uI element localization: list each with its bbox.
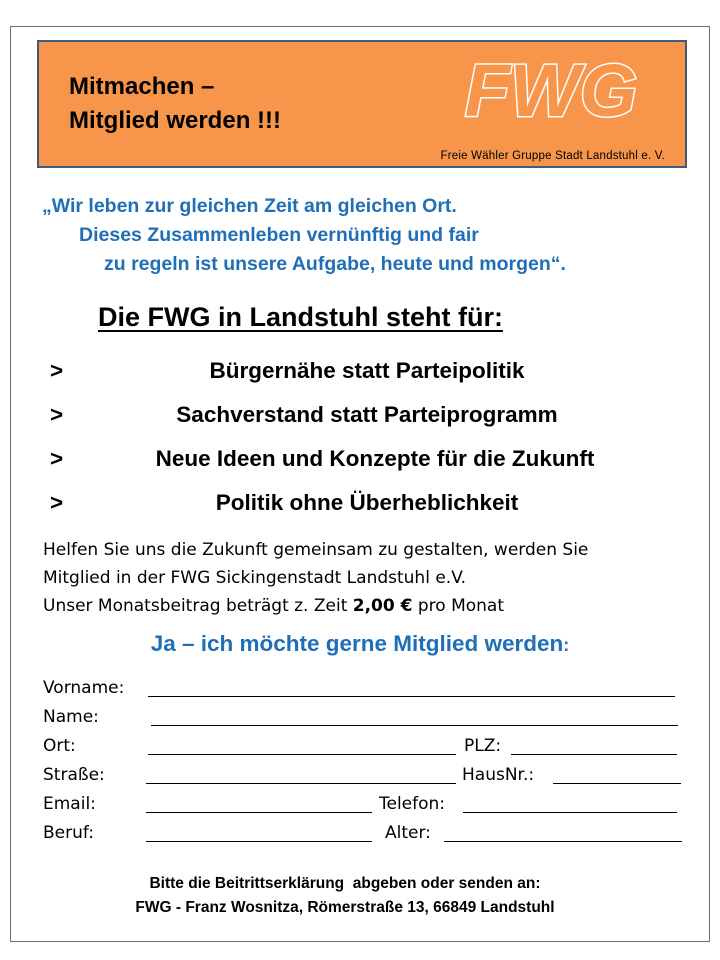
body-line2: Mitglied in der FWG Sickingenstadt Landstuhl e.V. <box>43 568 467 588</box>
quote <box>42 192 692 279</box>
bullet-marker: > <box>50 402 64 427</box>
vorname-field[interactable] <box>148 696 675 697</box>
section-heading: Die FWG in Landstuhl steht für: <box>98 302 503 332</box>
name-field[interactable] <box>151 725 678 726</box>
points-list <box>0 352 720 528</box>
point-text: Neue Ideen und Konzepte für die Zukunft <box>155 446 595 471</box>
hausnr-label: HausNr.: <box>462 765 535 785</box>
fee-amount: 2,00 € <box>352 596 413 616</box>
strasse-field[interactable] <box>146 783 456 784</box>
list-item <box>0 352 720 396</box>
banner-title-line2: Mitglied werden !!! <box>69 107 281 134</box>
fwg-logo <box>451 50 651 126</box>
footer-line1: Bitte die Beitrittserklärung abgeben oder senden an: <box>149 875 541 892</box>
point-text: Sachverstand statt Parteiprogramm <box>176 402 558 427</box>
banner-title-line1: Mitmachen – <box>69 73 215 100</box>
bullet-marker: > <box>50 490 64 515</box>
hausnr-field[interactable] <box>553 783 681 784</box>
bullet-marker: > <box>50 358 64 383</box>
list-item <box>0 396 720 440</box>
join-heading-text: Ja – ich möchte gerne Mitglied werden <box>150 631 564 656</box>
list-item <box>0 484 720 528</box>
alter-field[interactable] <box>444 841 682 842</box>
point-text: Bürgernähe statt Parteipolitik <box>209 358 525 383</box>
join-heading <box>0 631 720 657</box>
ort-label: Ort: <box>43 736 76 756</box>
name-label: Name: <box>43 707 99 727</box>
membership-form <box>43 674 693 848</box>
plz-label: PLZ: <box>464 736 502 756</box>
quote-line3: zu regeln ist unsere Aufgabe, heute und morgen“. <box>104 253 566 275</box>
form-row-strasse <box>43 761 693 790</box>
fee-suffix: pro Monat <box>412 596 505 616</box>
email-field[interactable] <box>146 812 372 813</box>
form-row-vorname <box>43 674 693 703</box>
quote-line1: „Wir leben zur gleichen Zeit am gleichen Ort. <box>42 195 457 217</box>
fwg-logo-text: FWG <box>464 50 638 126</box>
plz-field[interactable] <box>511 754 677 755</box>
ort-field[interactable] <box>148 754 456 755</box>
email-label: Email: <box>43 794 96 814</box>
beruf-label: Beruf: <box>43 823 94 843</box>
form-row-email <box>43 790 693 819</box>
header-banner <box>37 40 687 168</box>
bullet-marker: > <box>50 446 64 471</box>
footer-address: FWG - Franz Wosnitza, Römerstraße 13, 66849 Landstuhl <box>135 899 555 916</box>
form-row-name <box>43 703 693 732</box>
banner-title <box>69 70 281 138</box>
list-item <box>0 440 720 484</box>
point-text: Politik ohne Überheblichkeit <box>215 490 519 515</box>
telefon-field[interactable] <box>463 812 677 813</box>
vorname-label: Vorname: <box>43 678 125 698</box>
organization-name: Freie Wähler Gruppe Stadt Landstuhl e. V. <box>440 150 665 162</box>
footer <box>0 872 690 920</box>
form-row-ort <box>43 732 693 761</box>
form-row-beruf <box>43 819 693 848</box>
telefon-label: Telefon: <box>379 794 446 814</box>
body-text <box>43 536 693 620</box>
strasse-label: Straße: <box>43 765 105 785</box>
quote-line2: Dieses Zusammenleben vernünftig und fair <box>79 224 479 246</box>
fee-prefix: Unser Monatsbeitrag beträgt z. Zeit <box>43 596 353 616</box>
body-line1: Helfen Sie uns die Zukunft gemeinsam zu gestalten, werden Sie <box>43 540 589 560</box>
alter-label: Alter: <box>385 823 431 843</box>
beruf-field[interactable] <box>146 841 372 842</box>
body-line3 <box>43 592 693 620</box>
join-heading-colon: : <box>563 635 570 655</box>
